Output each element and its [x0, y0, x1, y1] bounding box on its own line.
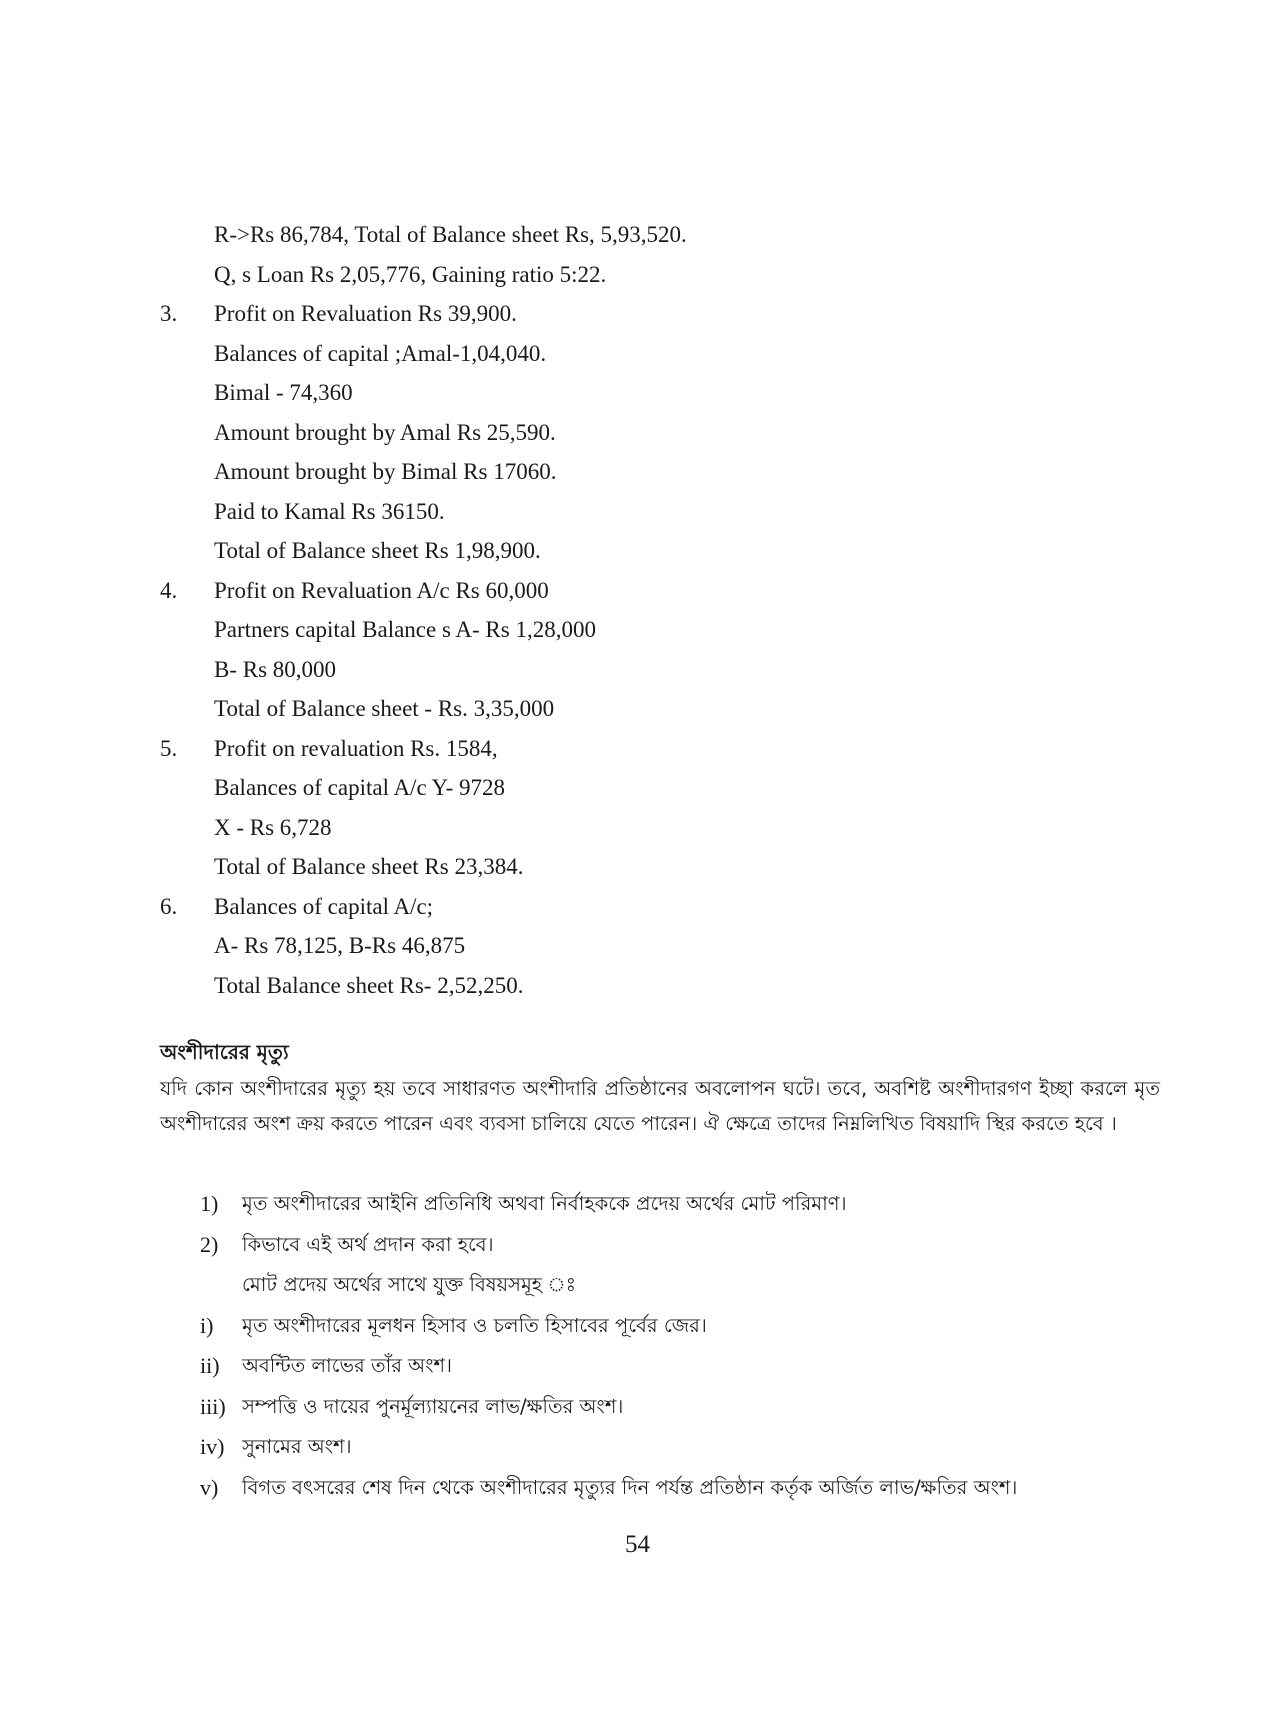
answer-line: [160, 610, 1160, 650]
answer-text: Q, s Loan Rs 2,05,776, Gaining ratio 5:22.: [214, 261, 607, 287]
answer-text: Profit on Revaluation A/c Rs 60,000: [214, 577, 549, 603]
list-item: [200, 1468, 1160, 1509]
answer-list: [160, 215, 1160, 1005]
answer-text: Profit on Revaluation Rs 39,900.: [214, 301, 517, 326]
list-item: [200, 1265, 1160, 1306]
answer-line: [160, 413, 1160, 453]
answer-line: [160, 492, 1160, 532]
answer-line: [160, 887, 1160, 927]
answer-text: Amount brought by Bimal Rs 17060.: [214, 459, 557, 484]
section-heading: অংশীদারের মৃত্যু: [160, 1040, 289, 1064]
item-text: বিগত বৎসরের শেষ দিন থেকে অংশীদারের মৃত্যুর দিন পর্যন্ত প্রতিষ্ঠান কর্তৃক অর্জিত লাভ/ক্ষতির অংশ।: [242, 1475, 1018, 1499]
answer-line: [160, 531, 1160, 571]
item-marker: i): [200, 1312, 214, 1338]
item-marker: 2): [200, 1231, 219, 1257]
item-marker: 1): [200, 1191, 219, 1216]
list-item: [200, 1184, 1160, 1225]
answer-number: 3.: [160, 301, 178, 326]
answer-text: Total of Balance sheet Rs 23,384.: [214, 854, 524, 879]
answer-line: [160, 255, 1160, 295]
list-item: [200, 1387, 1160, 1428]
answer-text: A- Rs 78,125, B-Rs 46,875: [214, 933, 466, 958]
death-of-partner-section: [160, 1035, 1160, 1141]
answer-text: Total of Balance sheet Rs 1,98,900.: [214, 538, 541, 563]
answer-text: Total Balance sheet Rs- 2,52,250.: [214, 972, 524, 998]
answer-text: B- Rs 80,000: [214, 656, 337, 682]
section-paragraph: যদি কোন অংশীদারের মৃত্যু হয় তবে সাধারণত অংশীদারি প্রতিষ্ঠানের অবলোপন ঘটে। তবে, অবশিষ্ট অংশীদারগণ ইচ্ছা করলে মৃত অংশীদারের অংশ ক্রয় করতে পারেন এবং ব্যবসা চালিয়ে যেতে পারেন। ঐ ক্ষেত্রে তাদের নিম্নলিখিত বিষয়াদি স্থির করতে হবে ।: [160, 1077, 1160, 1135]
list-item: [200, 1306, 1160, 1347]
answer-line: [160, 808, 1160, 848]
item-text: সম্পত্তি ও দায়ের পুনর্মূল্যায়নের লাভ/ক্ষতির অংশ।: [242, 1394, 624, 1418]
answer-line: [160, 729, 1160, 769]
item-text: কিভাবে এই অর্থ প্রদান করা হবে।: [242, 1232, 494, 1256]
answer-line: [160, 294, 1160, 334]
item-text: অবন্টিত লাভের তাঁর অংশ।: [242, 1354, 452, 1377]
item-text: মৃত অংশীদারের মূলধন হিসাব ও চলতি হিসাবের পূর্বের জের।: [242, 1313, 707, 1337]
settlement-items-list: [200, 1184, 1160, 1508]
answer-text: Paid to Kamal Rs 36150.: [214, 498, 445, 524]
answer-text: Balances of capital A/c;: [214, 893, 434, 919]
answer-line: [160, 334, 1160, 374]
answer-text: R->Rs 86,784, Total of Balance sheet Rs, 5,93,520.: [214, 222, 687, 247]
list-item: [200, 1346, 1160, 1387]
answer-text: Balances of capital A/c Y- 9728: [214, 775, 506, 800]
item-marker: iii): [200, 1393, 226, 1419]
answer-line: [160, 689, 1160, 729]
answer-line: [160, 926, 1160, 966]
answer-text: Total of Balance sheet - Rs. 3,35,000: [214, 696, 555, 721]
answer-line: [160, 215, 1160, 255]
item-text: মোট প্রদেয় অর্থের সাথে যুক্ত বিষয়সমূহ ঃ: [242, 1273, 577, 1296]
answer-text: Partners capital Balance s A- Rs 1,28,000: [214, 617, 596, 642]
item-marker: ii): [200, 1353, 220, 1378]
answer-text: Amount brought by Amal Rs 25,590.: [214, 419, 556, 445]
page-number: 54: [625, 1531, 650, 1558]
item-marker: iv): [200, 1434, 225, 1459]
answer-number: 4.: [160, 577, 178, 603]
list-item: [200, 1225, 1160, 1266]
item-text: সুনামের অংশ।: [242, 1435, 352, 1458]
answer-text: X - Rs 6,728: [214, 814, 332, 840]
answer-number: 6.: [160, 893, 178, 919]
answer-text: Bimal - 74,360: [214, 380, 353, 405]
answer-line: [160, 966, 1160, 1006]
list-item: [200, 1427, 1160, 1468]
answer-text: Profit on revaluation Rs. 1584,: [214, 735, 498, 761]
answer-number: 5.: [160, 735, 178, 761]
answer-line: [160, 847, 1160, 887]
answer-line: [160, 571, 1160, 611]
answer-text: Balances of capital ;Amal-1,04,040.: [214, 340, 547, 366]
answer-line: [160, 452, 1160, 492]
answer-line: [160, 373, 1160, 413]
answer-line: [160, 650, 1160, 690]
item-marker: v): [200, 1474, 219, 1500]
answer-line: [160, 768, 1160, 808]
item-text: মৃত অংশীদারের আইনি প্রতিনিধি অথবা নির্বাহককে প্রদেয় অর্থের মোট পরিমাণ।: [242, 1192, 847, 1215]
